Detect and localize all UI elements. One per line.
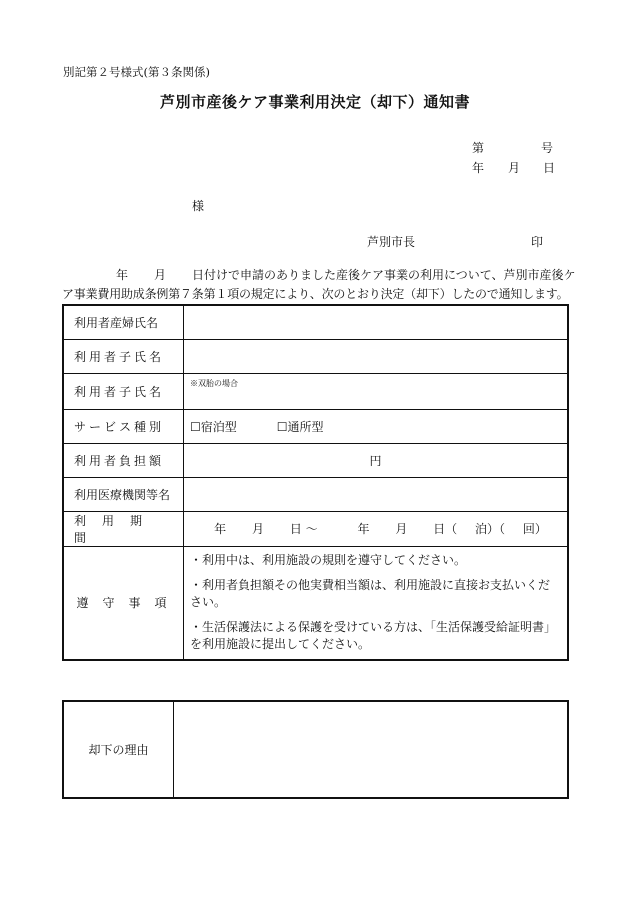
- rules-list: [184, 546, 569, 660]
- table-row: [63, 477, 568, 511]
- form-identifier: 別記第２号様式(第３条関係): [63, 65, 210, 79]
- institution-label: 利用医療機関等名: [63, 477, 184, 511]
- rule-item: ・利用中は、利用施設の規則を遵守してください。: [190, 552, 467, 567]
- rejection-reason-label: 却下の理由: [63, 701, 174, 798]
- table-row: [63, 373, 568, 409]
- rule-item: ・生活保護法による保護を受けている方は、「生活保護受給証明書」を利用施設に提出してください。: [190, 619, 557, 651]
- rules-label: [63, 546, 184, 660]
- daycare-checkbox[interactable]: ☐通所型: [276, 419, 324, 434]
- child-name-field[interactable]: [184, 339, 569, 373]
- burden-amount-field[interactable]: [184, 443, 569, 477]
- service-type-options: [184, 409, 569, 443]
- rule-item: ・利用者負担額その他実費相当額は、利用施設に直接お支払いください。: [190, 577, 551, 609]
- period-field[interactable]: [184, 511, 569, 546]
- institution-field[interactable]: [184, 477, 569, 511]
- period-label-text: 利用期間: [74, 513, 159, 545]
- body-line2-text: ア事業費用助成条例第７条第１項の規定により、次のとおり決定（却下）したので通知します。: [62, 287, 569, 301]
- date-month: 月: [508, 161, 521, 175]
- period-end-day: 日（: [433, 522, 458, 536]
- period-start-year: 年: [214, 522, 227, 536]
- period-nights: 泊）（: [475, 522, 506, 536]
- service-type-label: サービス種別: [63, 409, 184, 443]
- twin-note[interactable]: ※双胎の場合: [184, 373, 569, 409]
- notification-body: [62, 266, 576, 304]
- addressee-suffix: 様: [192, 199, 205, 213]
- rules-label-text: 遵守事項: [76, 596, 181, 610]
- table-row: [63, 443, 568, 477]
- table-row: [63, 339, 568, 373]
- sender-name: 芦別市長: [367, 235, 416, 249]
- child-name-label: 利用者子氏名: [63, 339, 184, 373]
- number-go: 号: [541, 141, 554, 155]
- overnight-checkbox[interactable]: ☐宿泊型: [190, 419, 237, 434]
- burden-label: 利用者負担額: [63, 443, 184, 477]
- number-dai: 第: [472, 141, 485, 155]
- period-label: [63, 511, 184, 546]
- document-title: 芦別市産後ケア事業利用決定（却下）通知書: [159, 93, 470, 111]
- period-times: 回）: [522, 522, 547, 536]
- seal-mark: 印: [531, 235, 544, 249]
- decision-table: [62, 304, 569, 661]
- yen-unit: 円: [369, 453, 382, 468]
- period-start-day: 日 ～: [289, 522, 318, 536]
- rejection-table: [62, 700, 569, 799]
- table-row: [63, 305, 568, 339]
- table-row: [63, 546, 568, 660]
- table-row: [63, 701, 568, 798]
- rejection-reason-field[interactable]: [174, 701, 569, 798]
- period-start-month: 月: [251, 522, 264, 536]
- period-end-month: 月: [395, 522, 408, 536]
- child-name2-label: 利用者子氏名: [63, 373, 184, 409]
- table-row: [63, 511, 568, 546]
- period-end-year: 年: [357, 522, 370, 536]
- date-day: 日: [543, 161, 556, 175]
- table-row: [63, 409, 568, 443]
- body-month: 月: [154, 268, 167, 282]
- date-year: 年: [472, 161, 485, 175]
- mother-name-field[interactable]: [184, 305, 569, 339]
- body-line1-text: 日付けで申請のありました産後ケア事業の利用について、芦別市産後ケ: [192, 268, 576, 282]
- body-year: 年: [116, 268, 129, 282]
- mother-name-label: 利用者産婦氏名: [63, 305, 184, 339]
